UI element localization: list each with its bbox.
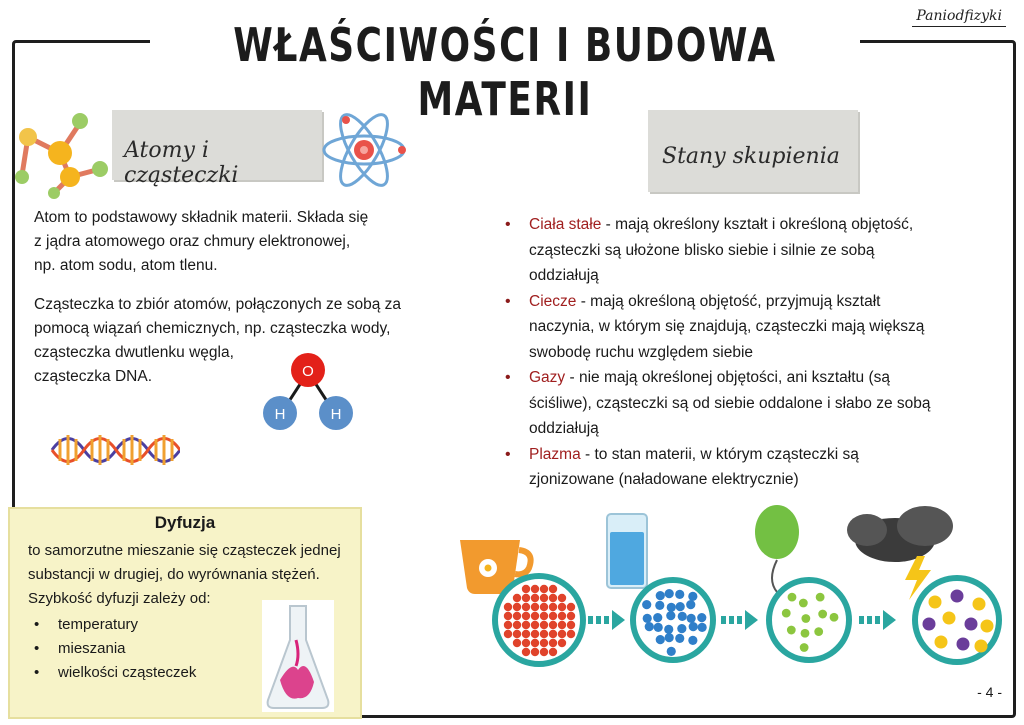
bullet: • xyxy=(505,292,511,310)
hydrogen-label: H xyxy=(274,406,286,423)
particle xyxy=(522,585,530,593)
particle xyxy=(667,603,676,612)
states-illustration xyxy=(455,500,1010,680)
particle xyxy=(513,594,521,602)
particle xyxy=(522,630,530,638)
bullet: • xyxy=(505,216,511,233)
particle xyxy=(522,639,530,647)
particle xyxy=(567,603,575,611)
particle xyxy=(504,603,512,611)
text-line: - mają określoną objętość, przyjmują kształt xyxy=(576,292,881,310)
atoms-heading: Atomy i cząsteczki xyxy=(124,138,239,188)
text-line: Cząsteczka to zbiór atomów, połączonych ze sobą za xyxy=(34,296,402,313)
particle xyxy=(816,593,825,602)
particle xyxy=(531,612,539,620)
particle xyxy=(558,594,566,602)
particle xyxy=(643,614,652,623)
text-line: ściśliwe), cząsteczki są od siebie oddalone i słabo ze sobą xyxy=(529,394,931,412)
particle xyxy=(549,621,557,629)
list-item xyxy=(505,365,985,442)
list-item xyxy=(505,289,985,366)
text-line: zjonizowane (naładowane elektrycznie) xyxy=(529,471,799,488)
particle xyxy=(558,603,566,611)
diffusion-heading: Dyfuzja xyxy=(154,513,216,532)
particle xyxy=(686,600,695,609)
text-line: substancji w drugiej, do wyrównania stężeń. xyxy=(28,566,320,583)
glass-icon xyxy=(607,514,647,588)
text-line: Atom to podstawowy składnik materii. Składa się xyxy=(34,209,369,226)
atom-icon xyxy=(318,108,410,192)
text-line: cząsteczka dwutlenku węgla, xyxy=(34,344,234,361)
hydrogen-label: H xyxy=(330,406,342,423)
negative-ion xyxy=(965,618,978,631)
particle xyxy=(656,635,665,644)
positive-ion xyxy=(929,596,942,609)
particle xyxy=(689,622,698,631)
atom-definition xyxy=(34,206,414,278)
particle xyxy=(697,613,706,622)
particle xyxy=(513,603,521,611)
negative-ion xyxy=(923,618,936,631)
particle xyxy=(567,621,575,629)
particle xyxy=(567,630,575,638)
particle xyxy=(788,593,797,602)
text-line: cząsteczka DNA. xyxy=(34,368,153,385)
positive-ion xyxy=(981,620,994,633)
states-heading-banner xyxy=(648,110,858,192)
text-line: z jądra atomowego oraz chmury elektronowej, xyxy=(34,233,351,250)
particle xyxy=(513,639,521,647)
particle xyxy=(540,612,548,620)
positive-ion xyxy=(973,598,986,611)
particle xyxy=(818,610,827,619)
atoms-heading-banner xyxy=(112,110,322,188)
bullet: • xyxy=(34,640,40,657)
particle xyxy=(504,621,512,629)
particle xyxy=(677,624,686,633)
positive-ion xyxy=(975,640,988,653)
particle xyxy=(540,603,548,611)
particle xyxy=(678,612,687,621)
particle xyxy=(830,613,839,622)
particle xyxy=(549,630,557,638)
particle xyxy=(540,630,548,638)
particle xyxy=(675,590,684,599)
particle xyxy=(549,612,557,620)
flask-icon xyxy=(262,600,334,712)
particle xyxy=(549,603,557,611)
list-item xyxy=(505,442,985,493)
text-line: to samorzutne mieszanie się cząsteczek jednej xyxy=(28,542,341,559)
particle xyxy=(814,627,823,636)
particle xyxy=(675,634,684,643)
bullet: • xyxy=(34,616,40,633)
particle xyxy=(549,648,557,656)
water-molecule-icon xyxy=(258,350,368,435)
bullet: • xyxy=(505,369,511,386)
particle xyxy=(688,592,697,601)
particle xyxy=(782,609,791,618)
state-term: Ciecze xyxy=(529,292,577,310)
particle xyxy=(504,630,512,638)
text-line: np. atom sodu, atom tlenu. xyxy=(34,257,218,274)
text-line: - mają określony kształt i określoną objętość, xyxy=(601,216,914,233)
text-line: cząsteczki są ułożone blisko siebie i silnie ze sobą xyxy=(529,241,875,259)
particle xyxy=(549,585,557,593)
page-title: WŁAŚCIWOŚCI I BUDOWA MATERII xyxy=(233,18,777,126)
factor-label: mieszania xyxy=(58,640,126,657)
particle xyxy=(656,591,665,600)
particle xyxy=(665,633,674,642)
states-list xyxy=(505,212,985,493)
balloon-icon xyxy=(755,505,799,592)
particle xyxy=(642,600,651,609)
particle xyxy=(558,621,566,629)
dna-icon xyxy=(50,425,180,475)
text-line: naczynia, w którym się znajdują, cząsteczki mają większą xyxy=(529,318,925,335)
factor-label: wielkości cząsteczek xyxy=(58,664,197,681)
particle xyxy=(801,629,810,638)
page-number: - 4 - xyxy=(977,684,1002,700)
negative-ion xyxy=(951,590,964,603)
text-line: swobodę ruchu względem siebie xyxy=(529,343,754,361)
particle xyxy=(531,603,539,611)
particle xyxy=(676,602,685,611)
particle xyxy=(687,614,696,623)
text-line: oddziałują xyxy=(529,267,599,284)
state-term: Plazma xyxy=(529,445,581,463)
particle xyxy=(531,621,539,629)
particle xyxy=(655,601,664,610)
bullet: • xyxy=(34,664,40,681)
particle xyxy=(522,594,530,602)
positive-ion xyxy=(935,636,948,649)
particle xyxy=(800,643,809,652)
molecule-icon xyxy=(8,105,118,200)
particle xyxy=(540,585,548,593)
text-line: - to stan materii, w którym cząsteczki są xyxy=(580,445,859,463)
factor-label: temperatury xyxy=(58,616,139,633)
particle xyxy=(558,630,566,638)
oxygen-label: O xyxy=(302,363,314,380)
particle xyxy=(540,621,548,629)
particle xyxy=(801,614,810,623)
text-line: oddziałują xyxy=(529,420,599,437)
state-term: Gazy xyxy=(529,369,566,386)
particle xyxy=(531,639,539,647)
particle xyxy=(513,630,521,638)
particle xyxy=(665,589,674,598)
particle xyxy=(504,612,512,620)
brand-label: Paniodfizyki xyxy=(912,6,1006,27)
particle xyxy=(531,585,539,593)
list-item xyxy=(505,212,985,289)
particle xyxy=(522,648,530,656)
particle xyxy=(688,636,697,645)
particle xyxy=(653,613,662,622)
particle xyxy=(513,621,521,629)
states-heading: Stany skupienia xyxy=(662,144,840,169)
positive-ion xyxy=(943,612,956,625)
particle xyxy=(513,612,521,620)
particle xyxy=(522,603,530,611)
particle xyxy=(799,599,808,608)
particle xyxy=(698,623,707,632)
particle xyxy=(531,630,539,638)
negative-ion xyxy=(957,638,970,651)
particle xyxy=(645,622,654,631)
particle xyxy=(666,611,675,620)
particle xyxy=(654,623,663,632)
particle xyxy=(567,612,575,620)
particle xyxy=(664,625,673,634)
particle xyxy=(558,639,566,647)
text-line: pomocą wiązań chemicznych, np. cząsteczka wody, xyxy=(34,320,391,337)
particle xyxy=(522,612,530,620)
state-term: Ciała stałe xyxy=(529,216,602,233)
text-line: - nie mają określonej objętości, ani kształtu (są xyxy=(565,369,890,386)
molecule-definition xyxy=(34,293,434,389)
particle xyxy=(531,648,539,656)
particle xyxy=(549,639,557,647)
particle xyxy=(667,647,676,656)
particle xyxy=(549,594,557,602)
particle xyxy=(540,594,548,602)
particle xyxy=(540,639,548,647)
particle xyxy=(522,621,530,629)
particle xyxy=(787,626,796,635)
particle xyxy=(531,594,539,602)
particle xyxy=(540,648,548,656)
bullet: • xyxy=(505,445,511,463)
particle xyxy=(558,612,566,620)
text-line: Szybkość dyfuzji zależy od: xyxy=(28,590,211,607)
